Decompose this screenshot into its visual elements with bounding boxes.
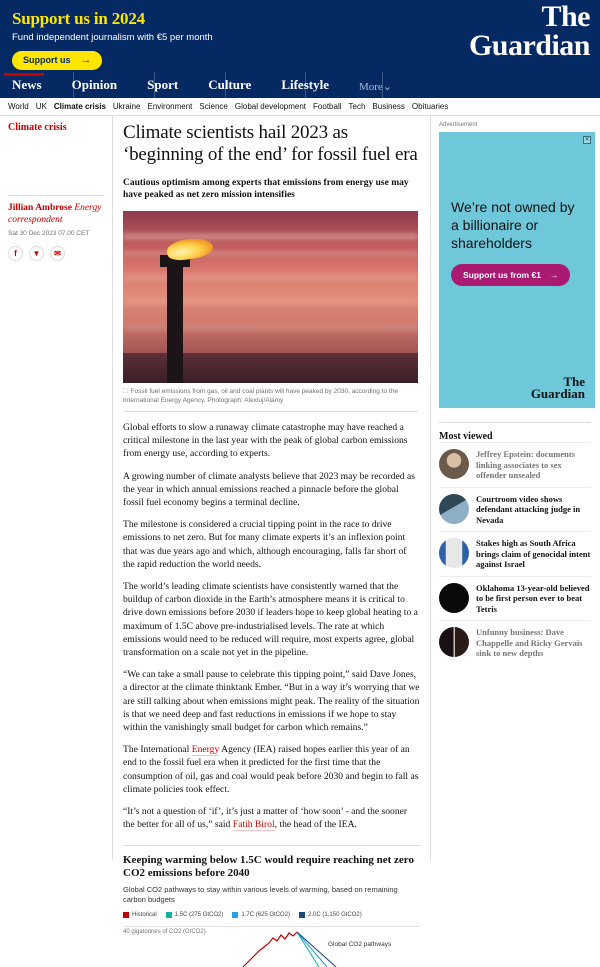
article-body-column	[113, 116, 431, 949]
gas-flare-photograph	[123, 211, 418, 383]
paragraph-text: “It’s not a question of ‘if’, it’s just a matter of ‘how soon’ - and the sooner the better for all of us,” said	[123, 806, 408, 831]
nav-divider	[73, 72, 74, 98]
support-from-one-euro-button[interactable]	[451, 264, 570, 286]
series-2-0c-line	[297, 932, 336, 967]
most-viewed-item-title: Stakes high as South Africa brings claim of genocidal intent against Israel	[476, 538, 591, 569]
nav-item-opinion[interactable]: Opinion	[71, 77, 118, 92]
figure-caption-text: Fossil fuel emissions from gas, oil and coal plants will have peaked by 2030, according to the International Energy Agency. Photograph: Alexiuj/Alamy	[123, 388, 398, 404]
article-meta-column	[0, 116, 113, 860]
secondary-navigation	[0, 98, 600, 116]
chart-y-axis-label: 40 gigatonnes of CO2 (GtCO2)	[123, 929, 206, 936]
close-icon[interactable]: ✕	[584, 137, 590, 143]
byline-author-role: Energy correspondent	[8, 203, 102, 225]
subnav-item-business[interactable]: Business	[372, 102, 405, 111]
most-viewed-item[interactable]	[439, 576, 591, 621]
support-us-button-label: Support us	[23, 55, 71, 65]
share-twitter-button[interactable]: ▼	[29, 246, 44, 261]
masthead-line-1: The	[541, 0, 590, 33]
primary-navigation	[0, 72, 600, 98]
byline	[8, 202, 104, 226]
article-kicker[interactable]: Climate crisis	[8, 122, 67, 133]
subnav-item-global-development[interactable]: Global development	[234, 102, 307, 111]
subnav-item-ukraine[interactable]: Ukraine	[112, 102, 141, 111]
guardian-masthead[interactable]	[469, 2, 590, 60]
article-figure	[123, 211, 418, 412]
most-viewed-item-title: Jeffrey Epstein: documents linking associates to sex offender unsealed	[476, 449, 575, 480]
legend-item-2-0c[interactable]	[299, 912, 362, 918]
article-paragraph: “We can take a small pause to celebrate this tipping point,” said Dave Jones, a director at the climate thinktank Ember. “But in a way it’s worrying that we are still talking about when emissions might peak. The reality of the situation is that we need deep and fast reductions in emissions if we hope to stay within the vanishingly small budget for carbon which remains.”	[123, 669, 420, 734]
chart-annotation: Global CO2 pathways	[328, 941, 392, 949]
article-timestamp: Sat 30 Dec 2023 07.00 CET	[8, 230, 90, 237]
subnav-item-science[interactable]: Science	[199, 102, 228, 111]
advertisement-headline: We’re not owned by a billionaire or shareholders	[451, 199, 575, 251]
article-paragraph: The world’s leading climate scientists have consistently warned that the buildup of carbon dioxide in the Earth’s atmosphere means it is critical to drive down emissions before 2030 if leaders hope to keep global heating to a maximum of 1.5C above pre-industrialised levels. The rate at which emissions would need to be reduced will require, most experts agree, global transformation on a scale not yet in the pipeline.	[123, 581, 418, 659]
advertisement-guardian-logo	[531, 376, 585, 400]
legend-swatch	[166, 912, 172, 918]
share-buttons	[8, 246, 104, 261]
share-facebook-button[interactable]: f	[8, 246, 23, 261]
support-button-label: Support us from €1	[463, 270, 541, 280]
most-viewed-item[interactable]	[439, 620, 591, 665]
advertisement-label: Advertisement	[439, 122, 478, 128]
nav-divider	[154, 72, 155, 98]
advertisement-banner[interactable]	[439, 132, 595, 408]
legend-swatch	[232, 912, 238, 918]
chart-plot-area	[123, 926, 420, 966]
page-title: Climate scientists hail 2023 as ‘beginning of the end’ for fossil fuel era	[123, 122, 418, 165]
nav-item-more[interactable]	[355, 80, 404, 98]
subnav-item-world[interactable]: World	[8, 102, 29, 111]
share-email-button[interactable]: ✉	[50, 246, 65, 261]
most-viewed-item[interactable]	[439, 531, 591, 576]
legend-label: 1.7C (625 GtCO2)	[241, 912, 291, 919]
byline-author-name[interactable]: Jillian Ambrose	[8, 203, 72, 213]
nav-item-culture[interactable]: Culture	[208, 77, 252, 92]
byline-divider	[8, 195, 104, 196]
subnav-item-uk[interactable]: UK	[35, 102, 47, 111]
subnav-item-environment[interactable]: Environment	[147, 102, 193, 111]
flare-stack-silhouette	[167, 255, 183, 383]
legend-item-historical[interactable]	[123, 912, 157, 918]
thumbnail-image	[439, 449, 469, 479]
energy-link[interactable]: Energy	[191, 744, 220, 756]
legend-label: 2.0C (1,150 GtCO2)	[308, 912, 362, 919]
nav-item-lifestyle[interactable]: Lifestyle	[281, 77, 329, 92]
masthead-line-2: Guardian	[468, 29, 590, 62]
support-banner	[0, 0, 600, 72]
paragraph-text: The International	[123, 744, 192, 756]
subnav-item-football[interactable]: Football	[313, 102, 342, 111]
fatih-birol-link[interactable]: Fatih Birol	[232, 819, 275, 831]
article-layout-grid	[0, 116, 600, 949]
article-standfirst: Cautious optimism among experts that emissions from energy use may have peaked as net zero mission intensifies	[123, 178, 409, 200]
thumbnail-image	[439, 627, 469, 657]
nav-divider	[225, 72, 226, 98]
chart-title: Keeping warming below 1.5C would require reaching net zero CO2 emissions before 2040	[123, 854, 414, 880]
article-paragraph: Global efforts to slow a runaway climate catastrophe may have reached a critical milestone in the last year with the peak of global carbon emissions from energy use, according to experts.	[123, 422, 408, 460]
sidebar-column	[431, 116, 599, 860]
ad-logo-line-1: The	[563, 374, 585, 389]
arrow-right-icon: →	[80, 53, 92, 66]
nav-divider	[382, 72, 383, 98]
series-1-7c-line	[297, 932, 327, 967]
ad-logo-line-2: Guardian	[530, 386, 585, 401]
most-viewed-item-title: Courtroom video shows defendant attacking judge in Nevada	[476, 493, 581, 525]
support-banner-title: Support us in 2024	[12, 9, 145, 28]
article-paragraph: A growing number of climate analysts believe that 2023 may be recorded as the year in which annual emissions reached a pinnacle before the global fossil fuel economy begins a terminal decline.	[123, 470, 415, 509]
figure-caption	[123, 387, 418, 412]
subnav-item-obituaries[interactable]: Obituaries	[411, 102, 449, 111]
nav-item-news[interactable]: News	[8, 77, 54, 98]
most-viewed-title: Most viewed	[439, 422, 591, 442]
legend-item-1-7c[interactable]	[232, 912, 290, 918]
legend-swatch	[299, 912, 305, 918]
series-historical-line	[243, 932, 297, 967]
legend-swatch	[123, 912, 129, 918]
camera-icon: ⛶	[123, 388, 128, 395]
nav-divider	[305, 72, 306, 98]
most-viewed-item-title: Unfunny business: Dave Chappelle and Ricky Gervais sink to new depths	[476, 627, 583, 658]
article-paragraph: The milestone is considered a crucial tipping point in the race to drive emissions to net zero. But for many climate experts it’s an inflexion point that was due years ago and which, although encouraging, falls far short of the rapid reduction the world needs.	[123, 519, 407, 570]
most-viewed-item[interactable]	[439, 442, 591, 487]
article-paragraph-iea	[123, 743, 420, 796]
arrow-right-icon: →	[549, 270, 559, 280]
article-paragraph-birol	[123, 805, 420, 831]
subnav-item-climate-crisis[interactable]: Climate crisis	[53, 102, 106, 111]
chevron-down-icon: ⌄	[382, 81, 393, 93]
chart-legend	[123, 912, 420, 918]
nav-item-sport[interactable]: Sport	[147, 77, 179, 92]
support-banner-subtitle: Fund independent journalism with €5 per month	[12, 32, 213, 43]
chart-subtitle: Global CO2 pathways to stay within various levels of warming, based on remaining carbon budgets	[123, 885, 398, 905]
thumbnail-image	[439, 494, 469, 524]
subnav-item-tech[interactable]: Tech	[348, 102, 366, 111]
co2-pathways-chart	[123, 845, 420, 966]
most-viewed-item-title: Oklahoma 13-year-old believed to be first person ever to beat Tetris	[476, 582, 590, 614]
legend-label: 1.5C (275 GtCO2)	[174, 912, 224, 919]
support-us-button[interactable]	[12, 51, 102, 70]
legend-item-1-5c[interactable]	[166, 912, 224, 918]
paragraph-text: , the head of the IEA.	[274, 819, 357, 831]
nav-more-label: More	[358, 81, 383, 93]
thumbnail-image	[439, 583, 469, 613]
paragraph-text: Agency (IEA) raised hopes earlier this year of an end to the fossil fuel era when it predicted for the first time that the consumption of oil, gas and coal would peak before 2030 and begin to fall as climate policies took effect.	[123, 744, 419, 795]
thumbnail-image	[439, 538, 469, 568]
most-viewed-item[interactable]	[439, 487, 591, 532]
legend-label: Historical	[132, 912, 157, 919]
